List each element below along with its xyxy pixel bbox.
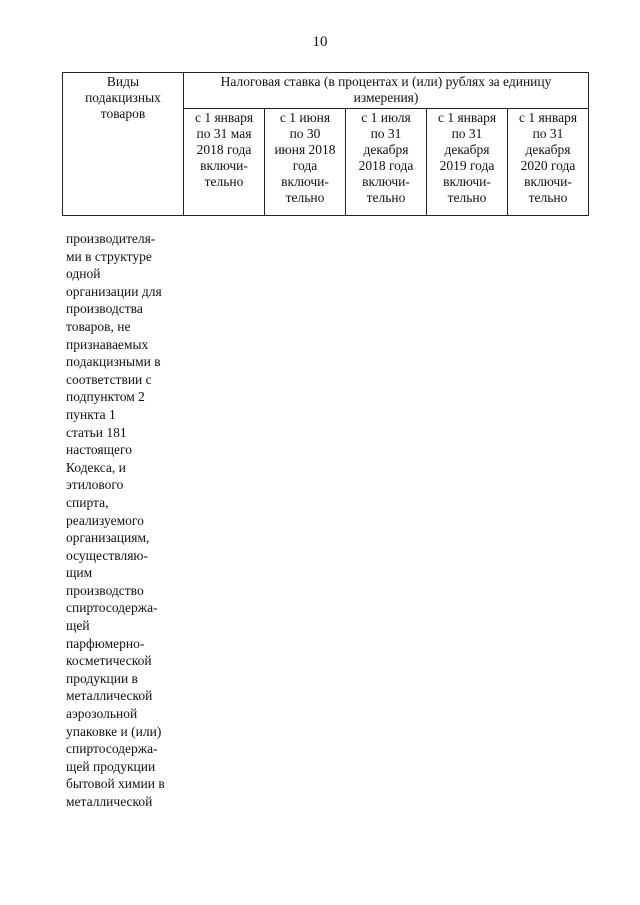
text-line: товаров, не: [66, 318, 131, 334]
continuation-text: [66, 230, 196, 811]
text-line: одной: [66, 266, 101, 282]
text-line: пункта 1: [66, 406, 116, 422]
text-line: бытовой химии в: [66, 776, 165, 792]
text-line: косметической: [66, 653, 152, 669]
period-cell: с 1 января по 31 декабря 2020 года включи- тельно: [508, 108, 589, 215]
text-line: продукции в: [66, 670, 138, 686]
page-number: 10: [312, 34, 328, 50]
text-line: щей продукции: [66, 758, 156, 774]
period-cell: с 1 июня по 30 июня 2018 года включи- тельно: [265, 108, 346, 215]
text-line: реализуемого: [66, 512, 144, 528]
tax-rate-table: [62, 72, 589, 216]
text-line: этилового: [66, 477, 124, 493]
text-line: организации для: [66, 283, 162, 299]
text-line: металлической: [66, 794, 153, 809]
kinds-header-cell: Виды подакцизных товаров: [63, 73, 184, 216]
period-cell: с 1 января по 31 мая 2018 года включи- тельно: [184, 108, 265, 215]
text-line: подакцизными в: [66, 354, 161, 370]
text-line: ми в структуре: [66, 248, 152, 264]
text-line: подпунктом 2: [66, 389, 145, 405]
text-line: осуществляю-: [66, 547, 148, 563]
text-line: спиртосодержа-: [66, 600, 158, 616]
text-line: щим: [66, 565, 93, 581]
text-line: парфюмерно-: [66, 635, 145, 651]
period-cell: с 1 января по 31 декабря 2019 года включи- тельно: [427, 108, 508, 215]
text-line: упаковке и (или): [66, 723, 162, 739]
text-line: производителя-: [66, 231, 156, 246]
text-line: организациям,: [66, 530, 150, 546]
text-line: спиртосодержа-: [66, 741, 158, 757]
text-line: аэрозольной: [66, 706, 138, 722]
text-line: соответствии с: [66, 371, 152, 387]
text-line: настоящего: [66, 442, 132, 458]
text-line: признаваемых: [66, 336, 149, 352]
text-line: спирта,: [66, 494, 109, 510]
text-line: Кодекса, и: [66, 459, 126, 475]
text-line: щей: [66, 618, 90, 634]
table-header-row: [63, 73, 589, 109]
text-line: металлической: [66, 688, 153, 704]
text-line: производство: [66, 582, 144, 598]
period-cell: с 1 июля по 31 декабря 2018 года включи- тельно: [346, 108, 427, 215]
text-line: производства: [66, 301, 143, 317]
text-line: статьи 181: [66, 424, 127, 440]
rate-header-cell: Налоговая ставка (в процентах и (или) рублях за единицу измерения): [184, 73, 589, 109]
